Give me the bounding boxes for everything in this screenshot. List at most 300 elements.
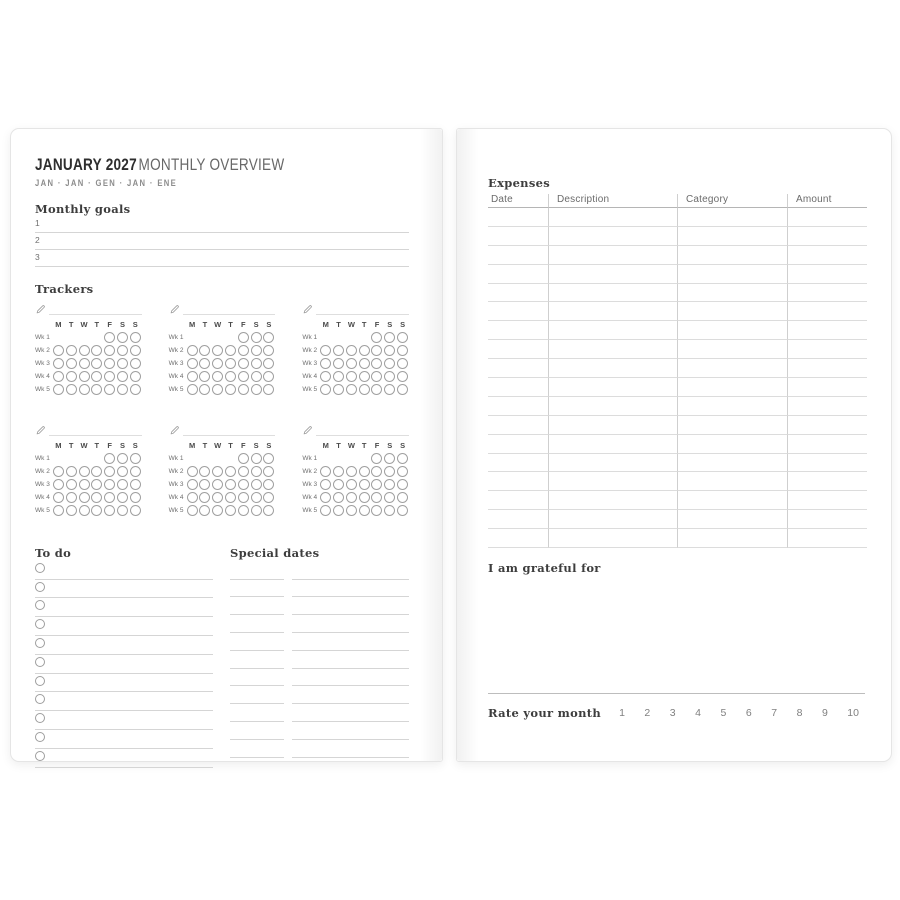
tracker-day-circle[interactable] [238, 358, 249, 369]
tracker-day-circle[interactable] [225, 466, 236, 477]
tracker-day-circle[interactable] [251, 479, 262, 490]
tracker-day-circle[interactable] [199, 479, 210, 490]
tracker-day-circle[interactable] [66, 479, 77, 490]
expense-cell[interactable] [549, 510, 678, 529]
special-date-row[interactable] [230, 652, 409, 669]
expense-cell[interactable] [788, 491, 867, 510]
special-date-date-line[interactable] [230, 670, 284, 687]
tracker-name-line[interactable] [183, 305, 276, 315]
tracker-day-circle[interactable] [251, 466, 262, 477]
special-date-row[interactable] [230, 723, 409, 740]
expense-cell[interactable] [788, 340, 867, 359]
tracker-day-circle[interactable] [117, 479, 128, 490]
tracker-day-circle[interactable] [104, 479, 115, 490]
expense-cell[interactable] [788, 416, 867, 435]
todo-checkbox[interactable] [35, 694, 45, 704]
rating-number[interactable]: 3 [669, 707, 676, 720]
special-date-desc-line[interactable] [292, 563, 409, 580]
expense-cell[interactable] [488, 359, 549, 378]
special-date-date-line[interactable] [230, 705, 284, 722]
expense-cell[interactable] [678, 472, 788, 491]
tracker-day-circle[interactable] [91, 345, 102, 356]
expense-cell[interactable] [549, 265, 678, 284]
tracker-day-circle[interactable] [384, 479, 395, 490]
tracker-day-circle[interactable] [212, 479, 223, 490]
tracker-day-circle[interactable] [320, 384, 331, 395]
special-date-date-line[interactable] [230, 723, 284, 740]
rating-number[interactable]: 9 [821, 707, 828, 720]
special-date-row[interactable] [230, 687, 409, 704]
tracker-day-circle[interactable] [199, 492, 210, 503]
expense-cell[interactable] [678, 208, 788, 227]
rating-number[interactable]: 10 [847, 707, 859, 720]
expense-cell[interactable] [678, 302, 788, 321]
tracker-day-circle[interactable] [199, 505, 210, 516]
expense-cell[interactable] [549, 529, 678, 548]
tracker-day-circle[interactable] [320, 479, 331, 490]
expense-cell[interactable] [788, 302, 867, 321]
special-date-desc-line[interactable] [292, 705, 409, 722]
tracker-day-circle[interactable] [346, 505, 357, 516]
expense-cell[interactable] [549, 208, 678, 227]
tracker-day-circle[interactable] [359, 466, 370, 477]
special-date-row[interactable] [230, 563, 409, 580]
tracker-day-circle[interactable] [79, 371, 90, 382]
tracker-day-circle[interactable] [79, 505, 90, 516]
expense-cell[interactable] [678, 378, 788, 397]
tracker-day-circle[interactable] [199, 345, 210, 356]
expense-cell[interactable] [678, 265, 788, 284]
tracker-day-circle[interactable] [117, 371, 128, 382]
tracker-day-circle[interactable] [251, 371, 262, 382]
expense-cell[interactable] [788, 359, 867, 378]
tracker-day-circle[interactable] [225, 345, 236, 356]
tracker-day-circle[interactable] [359, 492, 370, 503]
tracker-day-circle[interactable] [371, 332, 382, 343]
tracker-day-circle[interactable] [212, 358, 223, 369]
tracker-day-circle[interactable] [104, 505, 115, 516]
special-date-desc-line[interactable] [292, 616, 409, 633]
expense-cell[interactable] [488, 397, 549, 416]
tracker-day-circle[interactable] [66, 358, 77, 369]
tracker-day-circle[interactable] [225, 371, 236, 382]
tracker-day-circle[interactable] [238, 466, 249, 477]
tracker-day-circle[interactable] [53, 358, 64, 369]
tracker-day-circle[interactable] [53, 371, 64, 382]
tracker-day-circle[interactable] [225, 505, 236, 516]
tracker-day-circle[interactable] [66, 492, 77, 503]
expense-cell[interactable] [678, 454, 788, 473]
expense-cell[interactable] [488, 208, 549, 227]
tracker-day-circle[interactable] [187, 492, 198, 503]
tracker-day-circle[interactable] [79, 466, 90, 477]
tracker-day-circle[interactable] [397, 345, 408, 356]
tracker-day-circle[interactable] [117, 453, 128, 464]
tracker-day-circle[interactable] [238, 479, 249, 490]
tracker-day-circle[interactable] [212, 345, 223, 356]
tracker-day-circle[interactable] [104, 466, 115, 477]
tracker-day-circle[interactable] [79, 345, 90, 356]
special-date-desc-line[interactable] [292, 598, 409, 615]
todo-row[interactable] [35, 582, 213, 599]
expense-cell[interactable] [549, 378, 678, 397]
expense-cell[interactable] [488, 246, 549, 265]
expense-cell[interactable] [678, 510, 788, 529]
todo-row[interactable] [35, 600, 213, 617]
grateful-writing-area[interactable] [488, 575, 865, 694]
tracker-day-circle[interactable] [130, 466, 141, 477]
special-date-desc-line[interactable] [292, 634, 409, 651]
tracker-day-circle[interactable] [384, 332, 395, 343]
tracker-day-circle[interactable] [251, 358, 262, 369]
tracker-name-line[interactable] [316, 305, 409, 315]
todo-row[interactable] [35, 619, 213, 636]
tracker-day-circle[interactable] [104, 332, 115, 343]
special-date-date-line[interactable] [230, 616, 284, 633]
expense-cell[interactable] [549, 491, 678, 510]
expense-cell[interactable] [488, 510, 549, 529]
todo-checkbox[interactable] [35, 657, 45, 667]
tracker-day-circle[interactable] [130, 453, 141, 464]
tracker-day-circle[interactable] [251, 453, 262, 464]
special-date-row[interactable] [230, 741, 409, 758]
tracker-day-circle[interactable] [320, 505, 331, 516]
tracker-day-circle[interactable] [79, 358, 90, 369]
tracker-name-line[interactable] [49, 426, 142, 436]
special-date-row[interactable] [230, 616, 409, 633]
special-date-row[interactable] [230, 705, 409, 722]
tracker-day-circle[interactable] [263, 384, 274, 395]
tracker-day-circle[interactable] [225, 492, 236, 503]
expense-cell[interactable] [788, 510, 867, 529]
tracker-day-circle[interactable] [79, 479, 90, 490]
expense-cell[interactable] [788, 246, 867, 265]
tracker-day-circle[interactable] [251, 345, 262, 356]
tracker-day-circle[interactable] [212, 384, 223, 395]
tracker-day-circle[interactable] [212, 492, 223, 503]
tracker-day-circle[interactable] [397, 371, 408, 382]
tracker-day-circle[interactable] [384, 453, 395, 464]
todo-checkbox[interactable] [35, 676, 45, 686]
expense-cell[interactable] [678, 359, 788, 378]
tracker-day-circle[interactable] [333, 384, 344, 395]
tracker-day-circle[interactable] [225, 358, 236, 369]
tracker-day-circle[interactable] [104, 345, 115, 356]
tracker-day-circle[interactable] [251, 505, 262, 516]
tracker-day-circle[interactable] [251, 332, 262, 343]
tracker-day-circle[interactable] [199, 466, 210, 477]
tracker-day-circle[interactable] [384, 505, 395, 516]
tracker-day-circle[interactable] [187, 358, 198, 369]
special-date-row[interactable] [230, 634, 409, 651]
expense-cell[interactable] [488, 472, 549, 491]
tracker-day-circle[interactable] [53, 345, 64, 356]
tracker-day-circle[interactable] [130, 479, 141, 490]
tracker-day-circle[interactable] [333, 345, 344, 356]
tracker-day-circle[interactable] [320, 371, 331, 382]
tracker-day-circle[interactable] [225, 479, 236, 490]
tracker-day-circle[interactable] [397, 453, 408, 464]
tracker-day-circle[interactable] [66, 371, 77, 382]
tracker-day-circle[interactable] [79, 492, 90, 503]
expense-cell[interactable] [488, 340, 549, 359]
tracker-day-circle[interactable] [384, 371, 395, 382]
expense-cell[interactable] [549, 227, 678, 246]
expense-cell[interactable] [788, 208, 867, 227]
tracker-day-circle[interactable] [53, 505, 64, 516]
expense-cell[interactable] [678, 227, 788, 246]
tracker-day-circle[interactable] [371, 358, 382, 369]
expense-cell[interactable] [788, 265, 867, 284]
tracker-day-circle[interactable] [199, 384, 210, 395]
tracker-day-circle[interactable] [346, 384, 357, 395]
tracker-day-circle[interactable] [238, 371, 249, 382]
tracker-day-circle[interactable] [130, 492, 141, 503]
tracker-day-circle[interactable] [117, 466, 128, 477]
tracker-day-circle[interactable] [346, 371, 357, 382]
todo-row[interactable] [35, 563, 213, 580]
tracker-day-circle[interactable] [130, 505, 141, 516]
tracker-day-circle[interactable] [263, 453, 274, 464]
expense-cell[interactable] [488, 265, 549, 284]
special-date-desc-line[interactable] [292, 687, 409, 704]
goal-line[interactable] [35, 250, 409, 267]
expense-cell[interactable] [488, 454, 549, 473]
tracker-day-circle[interactable] [79, 384, 90, 395]
tracker-day-circle[interactable] [238, 505, 249, 516]
todo-checkbox[interactable] [35, 751, 45, 761]
rating-number[interactable]: 6 [745, 707, 752, 720]
tracker-day-circle[interactable] [104, 384, 115, 395]
goal-line[interactable] [35, 233, 409, 250]
tracker-day-circle[interactable] [384, 492, 395, 503]
tracker-day-circle[interactable] [91, 384, 102, 395]
tracker-day-circle[interactable] [333, 466, 344, 477]
expense-cell[interactable] [678, 491, 788, 510]
expense-cell[interactable] [788, 397, 867, 416]
tracker-day-circle[interactable] [66, 384, 77, 395]
tracker-day-circle[interactable] [359, 358, 370, 369]
tracker-day-circle[interactable] [346, 358, 357, 369]
special-date-desc-line[interactable] [292, 670, 409, 687]
tracker-name-line[interactable] [49, 305, 142, 315]
tracker-day-circle[interactable] [251, 384, 262, 395]
tracker-day-circle[interactable] [371, 371, 382, 382]
expense-cell[interactable] [788, 321, 867, 340]
tracker-day-circle[interactable] [91, 466, 102, 477]
tracker-day-circle[interactable] [384, 466, 395, 477]
tracker-day-circle[interactable] [384, 345, 395, 356]
special-date-desc-line[interactable] [292, 581, 409, 598]
tracker-day-circle[interactable] [117, 505, 128, 516]
expense-cell[interactable] [678, 246, 788, 265]
tracker-day-circle[interactable] [130, 332, 141, 343]
expense-cell[interactable] [549, 246, 678, 265]
todo-row[interactable] [35, 676, 213, 693]
tracker-day-circle[interactable] [104, 371, 115, 382]
tracker-day-circle[interactable] [359, 345, 370, 356]
tracker-day-circle[interactable] [117, 358, 128, 369]
todo-checkbox[interactable] [35, 732, 45, 742]
expense-cell[interactable] [678, 321, 788, 340]
tracker-day-circle[interactable] [130, 345, 141, 356]
tracker-day-circle[interactable] [397, 384, 408, 395]
todo-checkbox[interactable] [35, 582, 45, 592]
tracker-day-circle[interactable] [53, 479, 64, 490]
tracker-day-circle[interactable] [117, 384, 128, 395]
rating-number[interactable]: 7 [771, 707, 778, 720]
tracker-day-circle[interactable] [238, 453, 249, 464]
todo-row[interactable] [35, 638, 213, 655]
tracker-day-circle[interactable] [104, 358, 115, 369]
tracker-day-circle[interactable] [397, 358, 408, 369]
tracker-day-circle[interactable] [117, 332, 128, 343]
tracker-day-circle[interactable] [238, 492, 249, 503]
special-date-row[interactable] [230, 598, 409, 615]
expense-cell[interactable] [678, 416, 788, 435]
todo-row[interactable] [35, 713, 213, 730]
expense-cell[interactable] [549, 321, 678, 340]
tracker-day-circle[interactable] [346, 479, 357, 490]
tracker-day-circle[interactable] [359, 384, 370, 395]
todo-checkbox[interactable] [35, 713, 45, 723]
expense-cell[interactable] [549, 454, 678, 473]
tracker-day-circle[interactable] [187, 505, 198, 516]
tracker-day-circle[interactable] [384, 384, 395, 395]
tracker-day-circle[interactable] [187, 345, 198, 356]
expense-cell[interactable] [488, 284, 549, 303]
special-date-date-line[interactable] [230, 652, 284, 669]
special-date-desc-line[interactable] [292, 741, 409, 758]
rating-number[interactable]: 4 [695, 707, 701, 720]
tracker-day-circle[interactable] [91, 492, 102, 503]
tracker-day-circle[interactable] [238, 332, 249, 343]
todo-row[interactable] [35, 657, 213, 674]
goal-line[interactable] [35, 216, 409, 233]
rating-number[interactable]: 8 [796, 707, 803, 720]
tracker-day-circle[interactable] [187, 371, 198, 382]
expense-cell[interactable] [488, 435, 549, 454]
expense-cell[interactable] [488, 378, 549, 397]
expense-cell[interactable] [488, 227, 549, 246]
tracker-day-circle[interactable] [91, 371, 102, 382]
tracker-day-circle[interactable] [187, 479, 198, 490]
tracker-day-circle[interactable] [199, 371, 210, 382]
expense-cell[interactable] [488, 321, 549, 340]
todo-checkbox[interactable] [35, 600, 45, 610]
tracker-day-circle[interactable] [320, 466, 331, 477]
expense-cell[interactable] [788, 378, 867, 397]
tracker-day-circle[interactable] [212, 466, 223, 477]
tracker-day-circle[interactable] [397, 332, 408, 343]
tracker-day-circle[interactable] [359, 505, 370, 516]
tracker-day-circle[interactable] [104, 453, 115, 464]
expense-cell[interactable] [549, 359, 678, 378]
tracker-day-circle[interactable] [371, 492, 382, 503]
expense-cell[interactable] [788, 454, 867, 473]
tracker-day-circle[interactable] [371, 505, 382, 516]
tracker-day-circle[interactable] [346, 345, 357, 356]
tracker-day-circle[interactable] [359, 479, 370, 490]
tracker-day-circle[interactable] [53, 492, 64, 503]
tracker-day-circle[interactable] [333, 505, 344, 516]
tracker-day-circle[interactable] [263, 345, 274, 356]
tracker-day-circle[interactable] [371, 466, 382, 477]
tracker-day-circle[interactable] [333, 371, 344, 382]
tracker-day-circle[interactable] [238, 384, 249, 395]
expense-cell[interactable] [488, 302, 549, 321]
tracker-day-circle[interactable] [384, 358, 395, 369]
tracker-day-circle[interactable] [263, 479, 274, 490]
todo-checkbox[interactable] [35, 563, 45, 573]
special-date-row[interactable] [230, 670, 409, 687]
expense-cell[interactable] [678, 284, 788, 303]
tracker-day-circle[interactable] [263, 492, 274, 503]
tracker-day-circle[interactable] [91, 505, 102, 516]
expense-cell[interactable] [788, 284, 867, 303]
tracker-day-circle[interactable] [225, 384, 236, 395]
expense-cell[interactable] [549, 435, 678, 454]
tracker-day-circle[interactable] [333, 479, 344, 490]
expense-cell[interactable] [549, 472, 678, 491]
expense-cell[interactable] [678, 340, 788, 359]
rating-number[interactable]: 5 [720, 707, 727, 720]
expense-cell[interactable] [788, 472, 867, 491]
tracker-day-circle[interactable] [397, 505, 408, 516]
tracker-day-circle[interactable] [359, 371, 370, 382]
tracker-day-circle[interactable] [212, 505, 223, 516]
todo-row[interactable] [35, 694, 213, 711]
tracker-day-circle[interactable] [397, 466, 408, 477]
tracker-day-circle[interactable] [397, 492, 408, 503]
tracker-day-circle[interactable] [320, 492, 331, 503]
expense-cell[interactable] [678, 529, 788, 548]
tracker-day-circle[interactable] [333, 358, 344, 369]
expense-cell[interactable] [488, 491, 549, 510]
tracker-day-circle[interactable] [187, 384, 198, 395]
special-date-date-line[interactable] [230, 741, 284, 758]
special-date-date-line[interactable] [230, 598, 284, 615]
tracker-day-circle[interactable] [212, 371, 223, 382]
todo-checkbox[interactable] [35, 619, 45, 629]
expense-cell[interactable] [788, 529, 867, 548]
tracker-day-circle[interactable] [91, 358, 102, 369]
rating-number[interactable]: 1 [619, 707, 625, 720]
tracker-day-circle[interactable] [53, 384, 64, 395]
expense-cell[interactable] [549, 397, 678, 416]
tracker-day-circle[interactable] [263, 332, 274, 343]
tracker-day-circle[interactable] [371, 384, 382, 395]
tracker-day-circle[interactable] [66, 505, 77, 516]
tracker-day-circle[interactable] [66, 345, 77, 356]
tracker-day-circle[interactable] [238, 345, 249, 356]
special-date-date-line[interactable] [230, 687, 284, 704]
tracker-day-circle[interactable] [199, 358, 210, 369]
tracker-day-circle[interactable] [117, 345, 128, 356]
tracker-name-line[interactable] [316, 426, 409, 436]
special-date-desc-line[interactable] [292, 723, 409, 740]
tracker-day-circle[interactable] [251, 492, 262, 503]
tracker-day-circle[interactable] [320, 345, 331, 356]
expense-cell[interactable] [488, 529, 549, 548]
tracker-day-circle[interactable] [130, 358, 141, 369]
expense-cell[interactable] [549, 416, 678, 435]
expense-cell[interactable] [488, 416, 549, 435]
expense-cell[interactable] [549, 340, 678, 359]
todo-row[interactable] [35, 751, 213, 768]
special-date-date-line[interactable] [230, 581, 284, 598]
tracker-day-circle[interactable] [187, 466, 198, 477]
